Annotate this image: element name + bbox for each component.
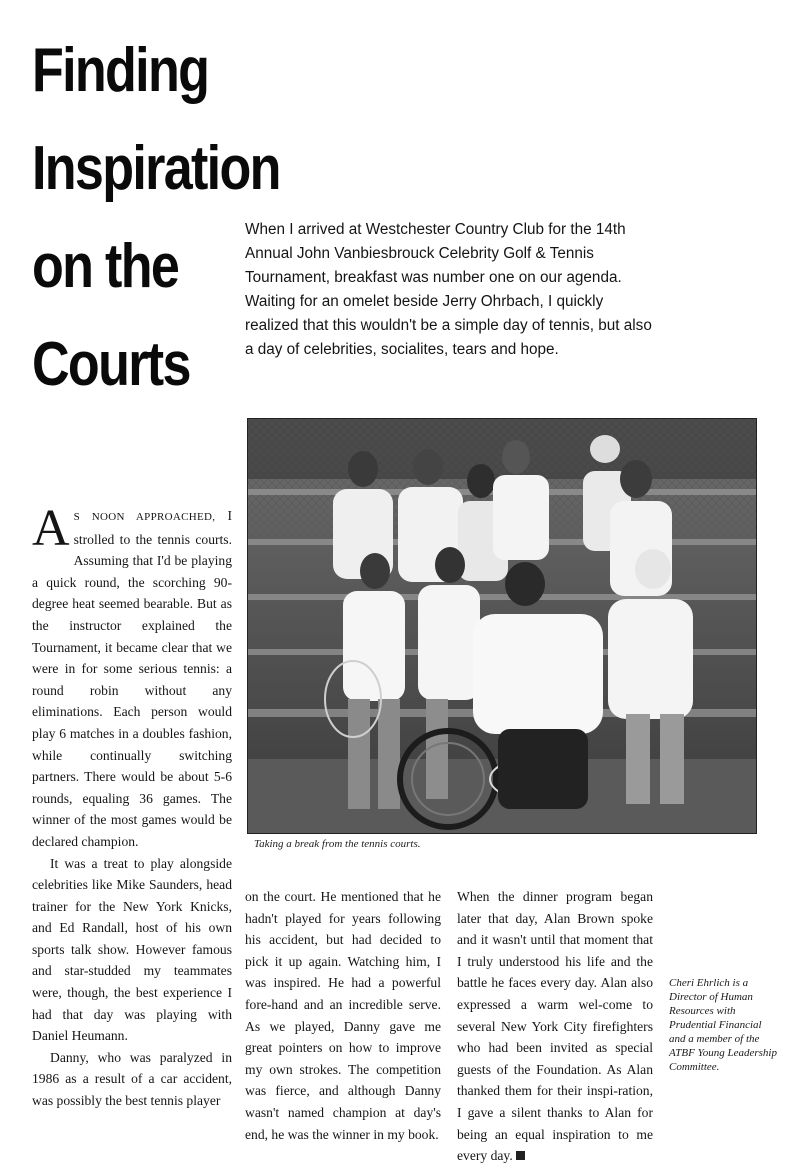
title-line-2: Inspiration [32,134,280,203]
title-line-3: on the [32,232,179,301]
intro-paragraph: When I arrived at Westchester Country Club for the 14th Annual John Vanbiesbrouck Celebrity Golf & Tennis Tournament, breakfast was number one on our agenda. Waiting for an omelet beside Jerry Ohrbach, I quickly realized that this wouldn't be a simple day of tennis, but also a day of celebrities, socialites, tears and hope. [245,221,652,358]
article-column-3 [457,886,653,1167]
photo-caption: Taking a break from the tennis courts. [254,838,421,850]
paragraph-3-continued: on the court. He mentioned that he hadn't played for years following his accident, but had decided to pick it up again. Watching him, I was inspired. He had a powerful fore-hand and an incredible serve. As we played, Danny gave me great pointers on how to improve my own strokes. The competition was fierce, and although Danny wasn't named champion at day's end, he was the winner in my book. [245,889,441,1142]
paragraph-3: Danny, who was paralyzed in 1986 as a result of a car accident, was possibly the best tennis player [32,1049,232,1109]
title-line-1: Finding [32,36,209,105]
author-bio: Cheri Ehrlich is a Director of Human Resources with Prudential Financial and a member of the ATBF Young Leadership Committee. [669,977,777,1073]
lead-in: S NOON APPROACHED, [73,511,216,523]
article-title [32,22,280,414]
group-photo [247,418,757,834]
article-column-1 [32,500,232,1112]
end-mark-icon [516,1151,525,1160]
paragraph-1 [32,500,232,853]
article-column-2 [245,886,441,1145]
group-photo-image [248,419,756,833]
paragraph-4-continued: When the dinner program began later that day, Alan Brown spoke and it wasn't until that moment that I truly understood his life and the battle he faces every day. Alan also expressed a warm wel-come to several New York City firefighters who had been invited as special guests of the Foundation. As Alan thanked them for their inspi-ration, I gave a silent thanks to Alan for being an equal inspiration to me every day. [457,889,653,1164]
title-line-4: Courts [32,330,190,399]
drop-cap: A [32,500,70,557]
paragraph-2: It was a treat to play alongside celebrities like Mike Saunders, head trainer for the New York Knicks, and Ed Randall, host of his own sports talk show. However famous and star-studded my teammates were, though, the best experience I had that day was playing with Daniel Heumann. [32,855,232,1044]
paragraph-1-text: I strolled to the tennis courts. Assuming that I'd be playing a quick round, the scorching 90-degree heat seemed bearable. But as the instructor explained the Tournament, it became clear that we were in for some serious tennis: a round robin without any eliminations. Each person would play 6 matches in a doubles fashion, while continually switching partners. There would be about 5-6 rounds, equaling 36 games. The winner of the most games would be declared champion. [32,508,232,849]
